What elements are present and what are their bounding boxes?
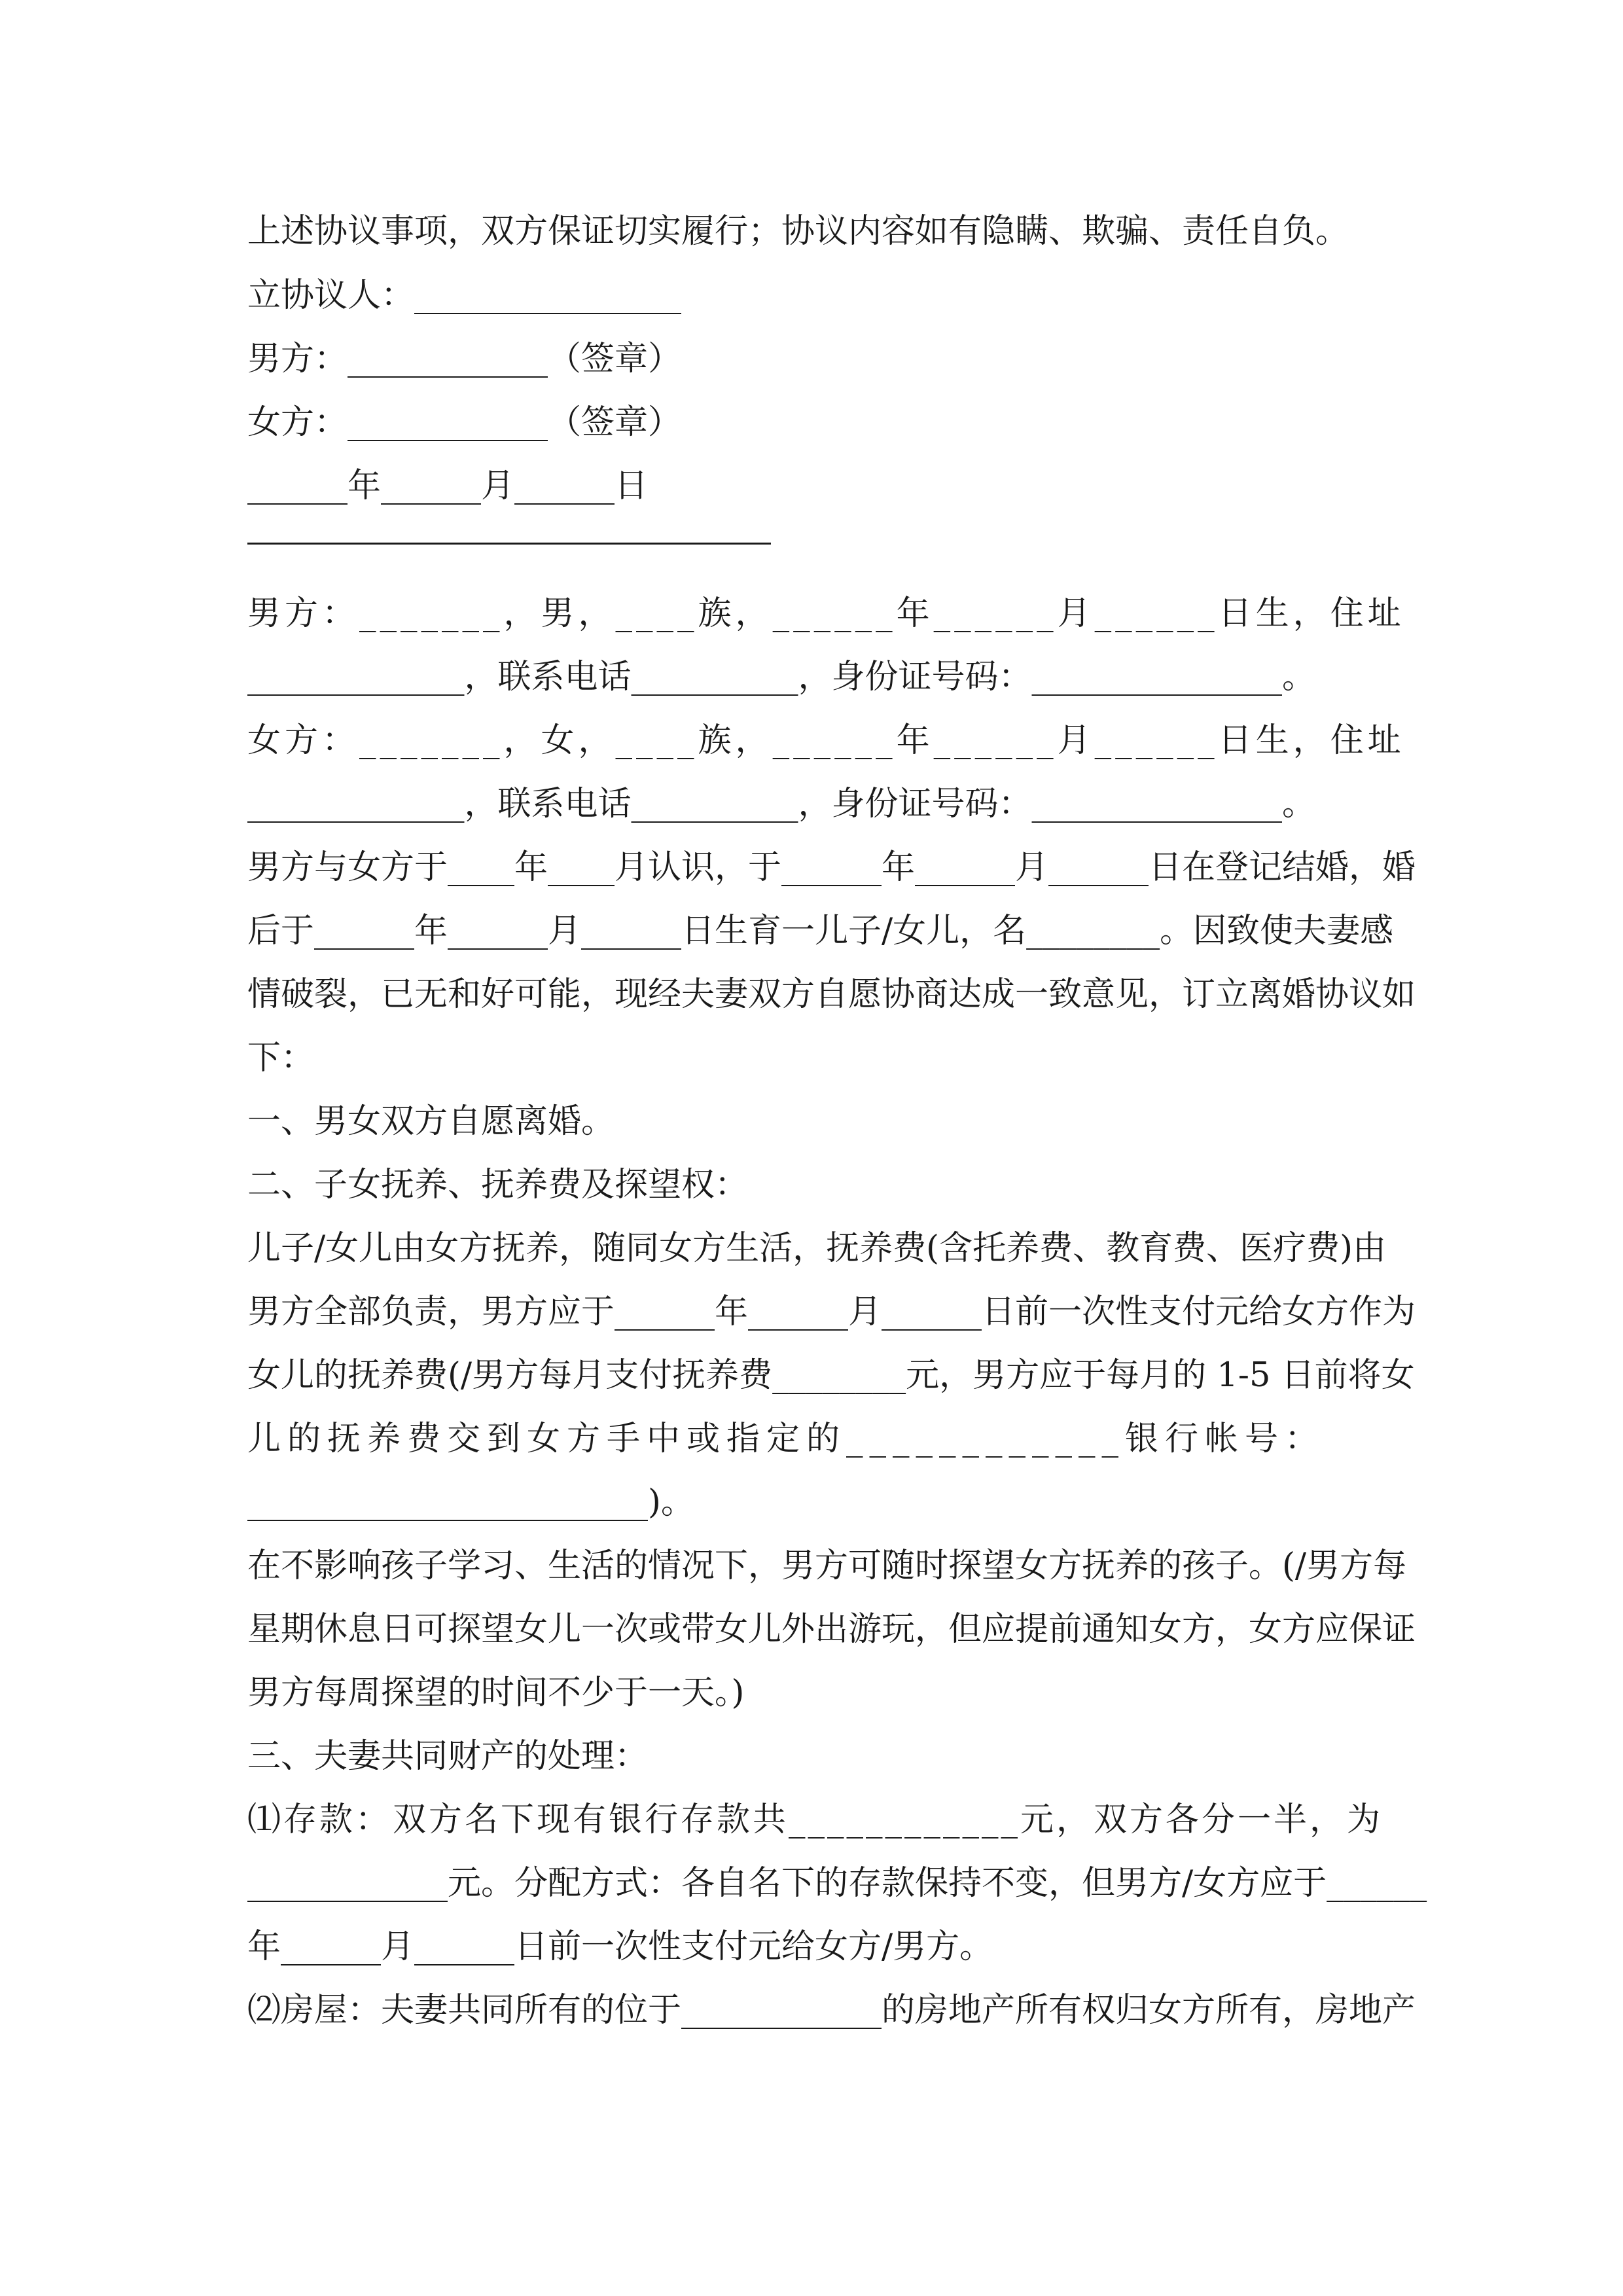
paragraph-line: ____________元。分配方式：各自名下的存款保持不变，但男方/女方应于______	[247, 1864, 1427, 1903]
paragraph-line: ⑵房屋：夫妻共同所有的位于____________的房地产所有权归女方所有，房地产	[247, 1991, 1416, 2030]
paragraph-line: 在不影响孩子学习、生活的情况下，男方可随时探望女方抚养的孩子。(/男方每	[247, 1547, 1407, 1585]
paragraph-line: 女儿的抚养费(/男方每月支付抚养费________元，男方应于每月的 1-5 日前将女	[247, 1356, 1415, 1395]
paragraph-line: 年______月______日前一次性支付元给女方/男方。	[247, 1928, 993, 1966]
paragraph-line: 星期休息日可探望女儿一次或带女儿外出游玩，但应提前通知女方，女方应保证	[247, 1610, 1416, 1649]
husband-contact-line: _____________，联系电话__________，身份证号码：_______________。	[247, 658, 1316, 696]
husband-info-line: 男方： _______， 男， ____族， ______年______月______日生， 住址	[247, 594, 1405, 633]
date-line: ______年______月______日	[247, 467, 649, 505]
clause-heading: 一、男女双方自愿离婚。	[247, 1102, 615, 1141]
paragraph-line: 男方与女方于____年____月认识，于______年______月______日在登记结婚，婚	[247, 848, 1416, 887]
wife-signature-line: 女方：____________（签章）	[247, 403, 682, 442]
paragraph-line: ________________________)。	[247, 1483, 694, 1522]
paragraph-line: 后于______年______月______日生育一儿子/女儿，名________。因致使夫妻感	[247, 912, 1394, 950]
clause-heading: 三、夫妻共同财产的处理：	[247, 1737, 649, 1776]
closing-statement: 上述协议事项，双方保证切实履行；协议内容如有隐瞒、欺骗、责任自负。	[247, 212, 1349, 251]
section-divider	[247, 543, 771, 545]
paragraph-line: 男方每周探望的时间不少于一天。)	[247, 1674, 745, 1712]
wife-info-line: 女方： _______， 女， ____族， ______年______月______日生， 住址	[247, 721, 1405, 760]
paragraph-line: 男方全部负责，男方应于______年______月______日前一次性支付元给女方作为	[247, 1293, 1416, 1331]
paragraph-line: ⑴存款： 双方名下现有银行存款共____________元， 双方各分一半， 为	[247, 1801, 1383, 1839]
paragraph-line: 儿子/女儿由女方抚养，随同女方生活，抚养费(含托养费、教育费、医疗费)由	[247, 1229, 1386, 1268]
paragraph-line: 下：	[247, 1039, 315, 1077]
clause-heading: 二、子女抚养、抚养费及探望权：	[247, 1166, 749, 1204]
husband-signature-line: 男方：____________（签章）	[247, 340, 682, 378]
paragraph-line: 儿的抚养费交到女方手中或指定的____________银行帐号：	[247, 1420, 1325, 1458]
paragraph-line: 情破裂，已无和好可能，现经夫妻双方自愿协商达成一致意见，订立离婚协议如	[247, 975, 1416, 1014]
wife-contact-line: _____________，联系电话__________，身份证号码：_______________。	[247, 785, 1316, 823]
signatory-line: 立协议人：________________	[247, 276, 682, 315]
